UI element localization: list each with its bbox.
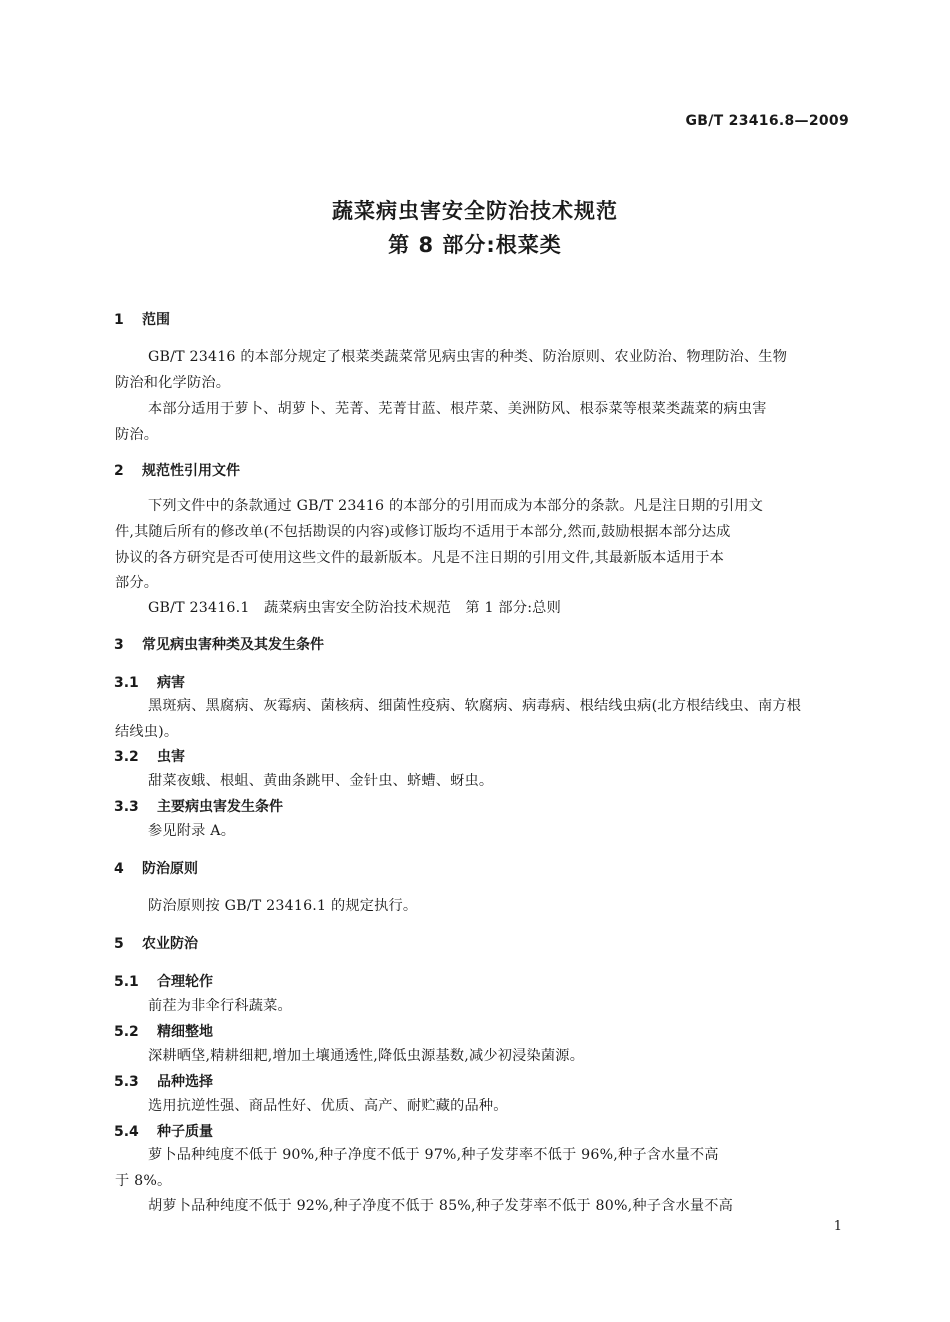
section-number: 2 <box>114 463 124 479</box>
section-4-heading <box>114 858 198 878</box>
subsection-3-3-heading <box>114 796 283 816</box>
document-title: 蔬菜病虫害安全防治技术规范 <box>332 199 618 223</box>
paragraph-line: 选用抗逆性强、商品性好、优质、高产、耐贮藏的品种。 <box>148 1098 508 1114</box>
section-title: 规范性引用文件 <box>142 463 240 479</box>
subsection-title: 病害 <box>157 675 185 691</box>
paragraph-line: 本部分适用于萝卜、胡萝卜、芜菁、芜菁甘蓝、根芹菜、美洲防风、根忝菜等根菜类蔬菜的病虫害 <box>148 401 767 417</box>
section-3-heading <box>114 634 324 654</box>
section-5-heading <box>114 933 198 953</box>
subsection-5-2-heading <box>114 1021 213 1041</box>
standard-code: GB/T 23416.8—2009 <box>685 113 849 129</box>
paragraph-line: 协议的各方研究是否可使用这些文件的最新版本。凡是不注日期的引用文件,其最新版本适用于本 <box>115 550 724 566</box>
paragraph-line: 下列文件中的条款通过 GB/T 23416 的本部分的引用而成为本部分的条款。凡是注日期的引用文 <box>148 498 764 514</box>
subsection-title: 虫害 <box>157 749 185 765</box>
section-number: 5 <box>114 936 124 952</box>
subsection-3-1-heading <box>114 672 185 692</box>
paragraph-line: 深耕晒垡,精耕细耙,增加土壤通透性,降低虫源基数,减少初浸染菌源。 <box>148 1048 585 1064</box>
subsection-title: 种子质量 <box>157 1124 213 1140</box>
section-title: 范围 <box>142 312 170 328</box>
section-number: 1 <box>114 312 124 328</box>
paragraph-line: 防治和化学防治。 <box>115 375 231 391</box>
paragraph-line: 防治。 <box>115 427 159 443</box>
subsection-title: 主要病虫害发生条件 <box>157 799 283 815</box>
subsection-number: 3.1 <box>114 675 139 691</box>
subsection-number: 5.4 <box>114 1124 139 1140</box>
section-1-heading <box>114 309 170 329</box>
paragraph-line: 甜菜夜蛾、根蛆、黄曲条跳甲、金针虫、蛴螬、蚜虫。 <box>148 773 494 789</box>
paragraph-line: 件,其随后所有的修改单(不包括勘误的内容)或修订版均不适用于本部分,然而,鼓励根据本部分达成 <box>115 524 731 540</box>
paragraph-line: 于 8%。 <box>115 1173 172 1189</box>
document-subtitle: 第 8 部分:根菜类 <box>388 233 562 257</box>
subsection-3-2-heading <box>114 746 185 766</box>
subsection-5-3-heading <box>114 1071 213 1091</box>
section-title: 农业防治 <box>142 936 198 952</box>
paragraph-line: 结线虫)。 <box>115 724 179 740</box>
subsection-title: 品种选择 <box>157 1074 213 1090</box>
section-title: 常见病虫害种类及其发生条件 <box>142 637 324 653</box>
paragraph-line: 黑斑病、黑腐病、灰霉病、菌核病、细菌性疫病、软腐病、病毒病、根结线虫病(北方根结线虫、南方根 <box>148 698 802 714</box>
subsection-title: 合理轮作 <box>157 974 213 990</box>
paragraph-line: 前茬为非伞行科蔬菜。 <box>148 998 292 1014</box>
page-number: 1 <box>833 1219 842 1234</box>
paragraph-line: 参见附录 A。 <box>148 823 236 839</box>
subsection-title: 精细整地 <box>157 1024 213 1040</box>
paragraph-line: GB/T 23416 的本部分规定了根菜类蔬菜常见病虫害的种类、防治原则、农业防治、物理防治、生物 <box>148 349 788 365</box>
subsection-number: 5.3 <box>114 1074 139 1090</box>
section-number: 3 <box>114 637 124 653</box>
subsection-number: 3.3 <box>114 799 139 815</box>
subsection-number: 5.2 <box>114 1024 139 1040</box>
paragraph-line: 部分。 <box>115 575 159 591</box>
section-title: 防治原则 <box>142 861 198 877</box>
subsection-5-4-heading <box>114 1121 213 1141</box>
paragraph-line: 萝卜品种纯度不低于 90%,种子净度不低于 97%,种子发芽率不低于 96%,种子含水量不高 <box>148 1147 719 1163</box>
subsection-number: 3.2 <box>114 749 139 765</box>
paragraph-line: 防治原则按 GB/T 23416.1 的规定执行。 <box>148 898 418 914</box>
section-number: 4 <box>114 861 124 877</box>
section-2-heading <box>114 460 240 480</box>
normative-reference: GB/T 23416.1 蔬菜病虫害安全防治技术规范 第 1 部分:总则 <box>148 600 561 616</box>
subsection-number: 5.1 <box>114 974 139 990</box>
subsection-5-1-heading <box>114 971 213 991</box>
paragraph-line: 胡萝卜品种纯度不低于 92%,种子净度不低于 85%,种子发芽率不低于 80%,种子含水量不高 <box>148 1198 734 1214</box>
